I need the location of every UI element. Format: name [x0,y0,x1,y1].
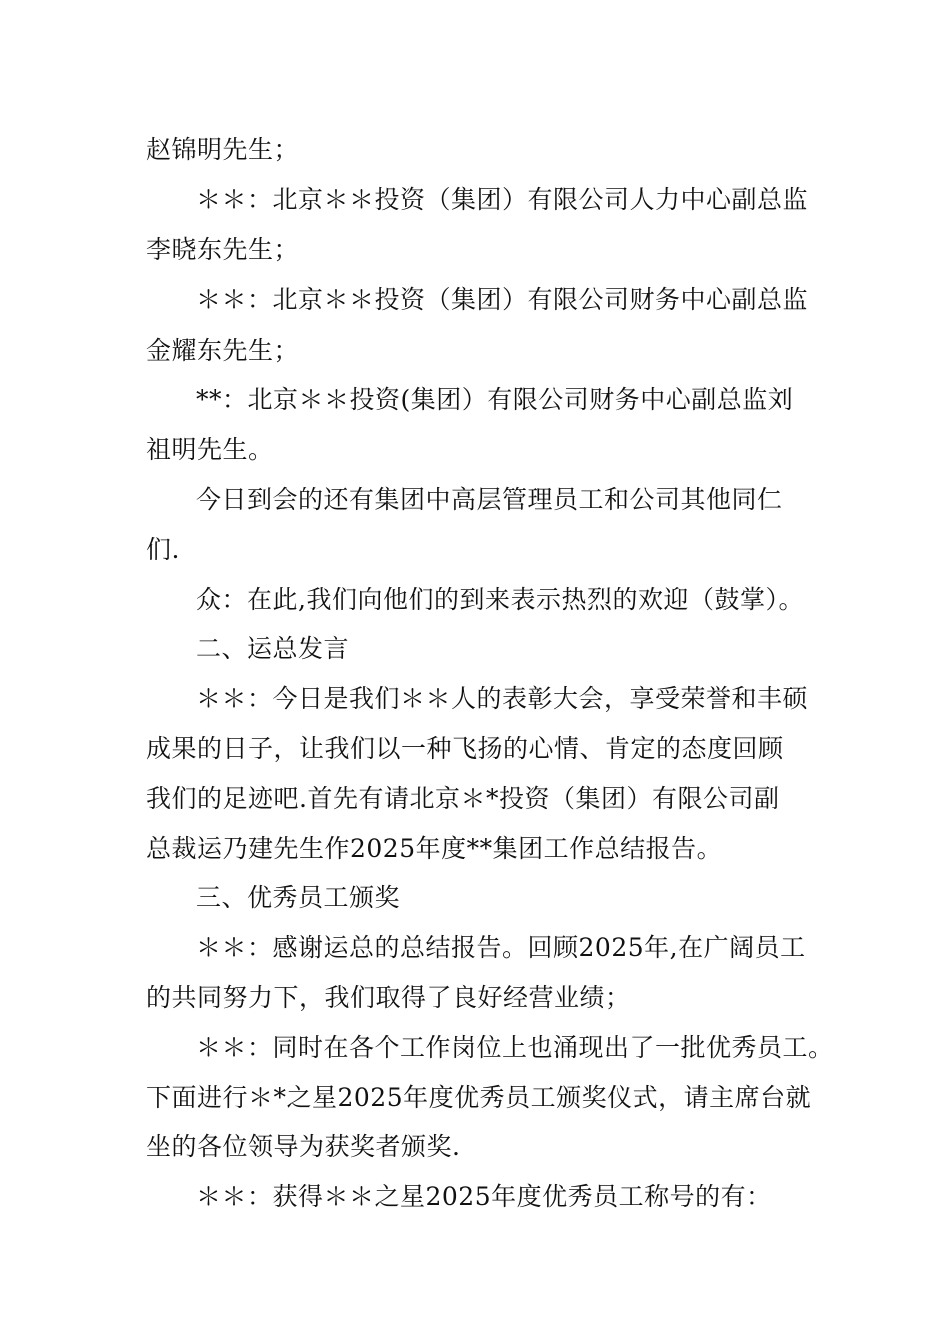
paragraph-line: 祖明先生。 [146,435,274,464]
paragraph-line: ＊＊：感谢运总的总结报告。回顾2025年,在广阔员工 [196,933,806,962]
section-heading: 三、优秀员工颁奖 [196,883,401,912]
paragraph-line: ＊＊：北京＊＊投资（集团）有限公司财务中心副总监 [196,285,809,314]
paragraph-line: 总裁运乃建先生作2025年度**集团工作总结报告。 [146,834,723,863]
section-heading: 二、运总发言 [196,634,350,663]
paragraph-line: 成果的日子，让我们以一种飞扬的心情、肯定的态度回顾 [146,734,784,763]
paragraph-line: 金耀东先生； [146,336,300,365]
paragraph-line: ＊＊：同时在各个工作岗位上也涌现出了一批优秀员工。 [196,1033,834,1062]
paragraph-line: 我们的足迹吧.首先有请北京＊*投资（集团）有限公司副 [146,784,780,813]
paragraph-line: ＊＊：北京＊＊投资（集团）有限公司人力中心副总监 [196,185,809,214]
paragraph-line: 众：在此,我们向他们的到来表示热烈的欢迎（鼓掌）。 [196,585,804,614]
paragraph-line: 李晓东先生； [146,235,300,264]
paragraph-line: **：北京＊＊投资(集团）有限公司财务中心副总监刘 [196,385,794,414]
paragraph-line: 下面进行＊*之星2025年度优秀员工颁奖仪式，请主席台就 [146,1083,812,1112]
paragraph-line: ＊＊：今日是我们＊＊人的表彰大会，享受荣誉和丰硕 [196,684,809,713]
paragraph-line: ＊＊：获得＊＊之星2025年度优秀员工称号的有： [196,1182,772,1211]
paragraph-line: 们. [146,535,180,564]
paragraph-line: 赵锦明先生； [146,135,300,164]
paragraph-line: 坐的各位领导为获奖者颁奖. [146,1132,461,1161]
paragraph-line: 的共同努力下，我们取得了良好经营业绩； [146,983,631,1012]
paragraph-line: 今日到会的还有集团中高层管理员工和公司其他同仁 [196,485,783,514]
